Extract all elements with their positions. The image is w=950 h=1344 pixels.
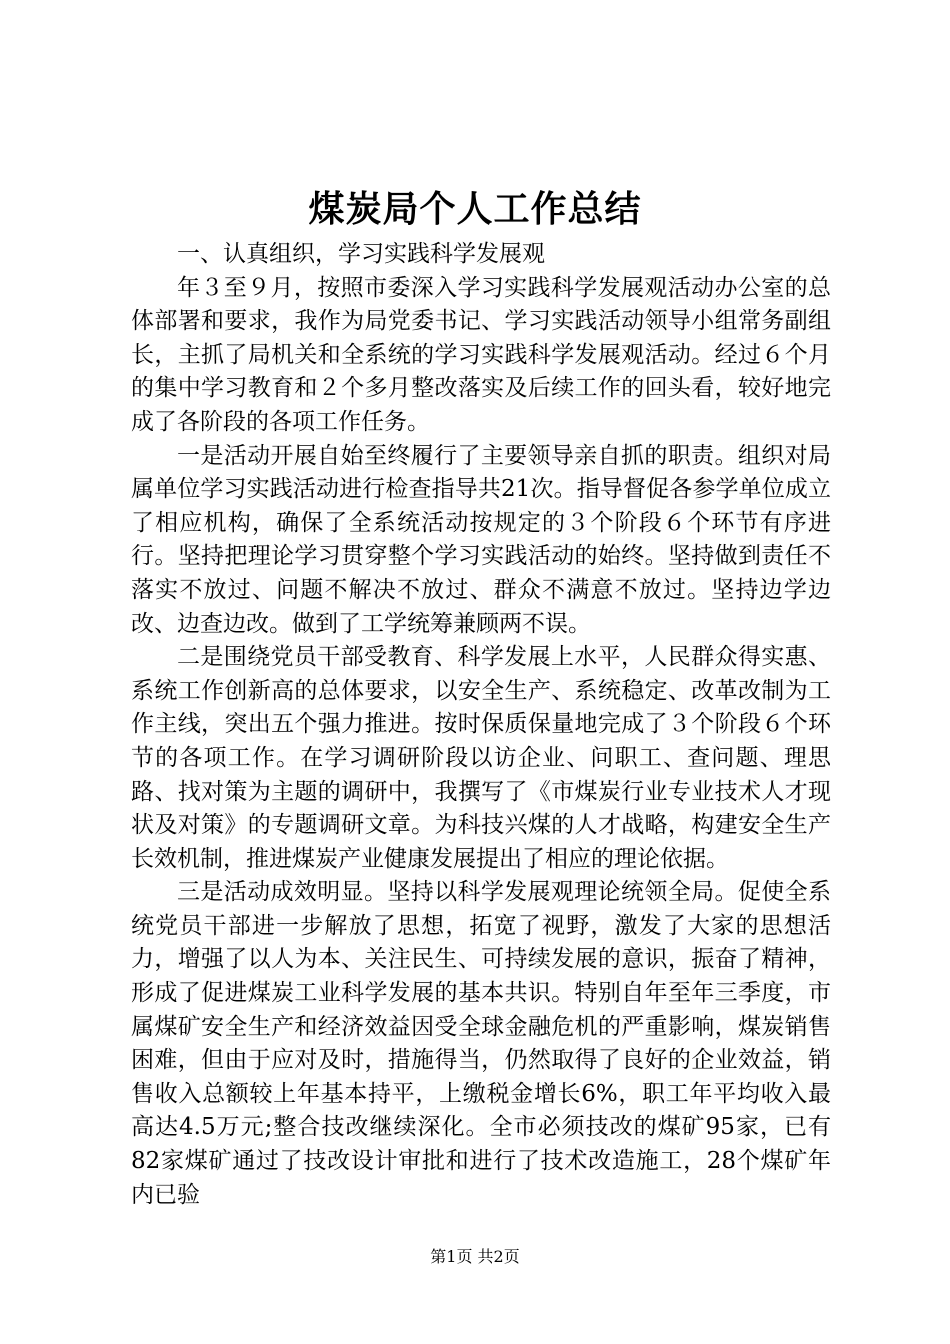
- body-paragraph: 三是活动成效明显。坚持以科学发展观理论统领全局。促使全系统党员干部进一步解放了思想，拓宽了视野，激发了大家的思想活力，增强了以人为本、关注民生、可持续发展的意识，振奋了精神，形成了促进煤炭工业科学发展的基本共识。特别自年至年三季度，市属煤矿安全生产和经济效益因受全球金融危机的严重影响，煤炭销售困难，但由于应对及时，措施得当，仍然取得了良好的企业效益，销售收入总额较上年基本持平，上缴税金增长6%，职工年平均收入最高达4.5万元;整合技改继续深化。全市必须技改的煤矿95家，已有82家煤矿通过了技改设计审批和进行了技术改造施工，28个煤矿年内已验: [131, 879, 831, 1208]
- document-body: [131, 238, 831, 1212]
- section-heading: 一、认真组织，学习实践科学发展观: [177, 241, 545, 267]
- body-paragraph: 二是围绕党员干部受教育、科学发展上水平，人民群众得实惠、系统工作创新高的总体要求，以安全生产、系统稳定、改革改制为工作主线，突出五个强力推进。按时保质保量地完成了３个阶段６个环节的各项工作。在学习调研阶段以访企业、问职工、查问题、理思路、找对策为主题的调研中，我撰写了《市煤炭行业专业技术人才现状及对策》的专题调研文章。为科技兴煤的人才战略，构建安全生产长效机制，推进煤炭产业健康发展提出了相应的理论依据。: [131, 644, 831, 872]
- page-footer: 第1页 共2页: [430, 1247, 520, 1266]
- body-paragraph: 一是活动开展自始至终履行了主要领导亲自抓的职责。组织对局属单位学习实践活动进行检查指导共21次。指导督促各参学单位成立了相应机构，确保了全系统活动按规定的３个阶段６个环节有序进行。坚持把理论学习贯穿整个学习实践活动的始终。坚持做到责任不落实不放过、问题不解决不放过、群众不满意不放过。坚持边学边改、边查边改。做到了工学统筹兼顾两不误。: [131, 442, 831, 637]
- document-title: 煤炭局个人工作总结: [308, 188, 642, 230]
- body-paragraph: 年３至９月，按照市委深入学习实践科学发展观活动办公室的总体部署和要求，我作为局党委书记、学习实践活动领导小组常务副组长，主抓了局机关和全系统的学习实践科学发展观活动。经过６个月的集中学习教育和２个多月整改落实及后续工作的回头看，较好地完成了各阶段的各项工作任务。: [131, 274, 831, 435]
